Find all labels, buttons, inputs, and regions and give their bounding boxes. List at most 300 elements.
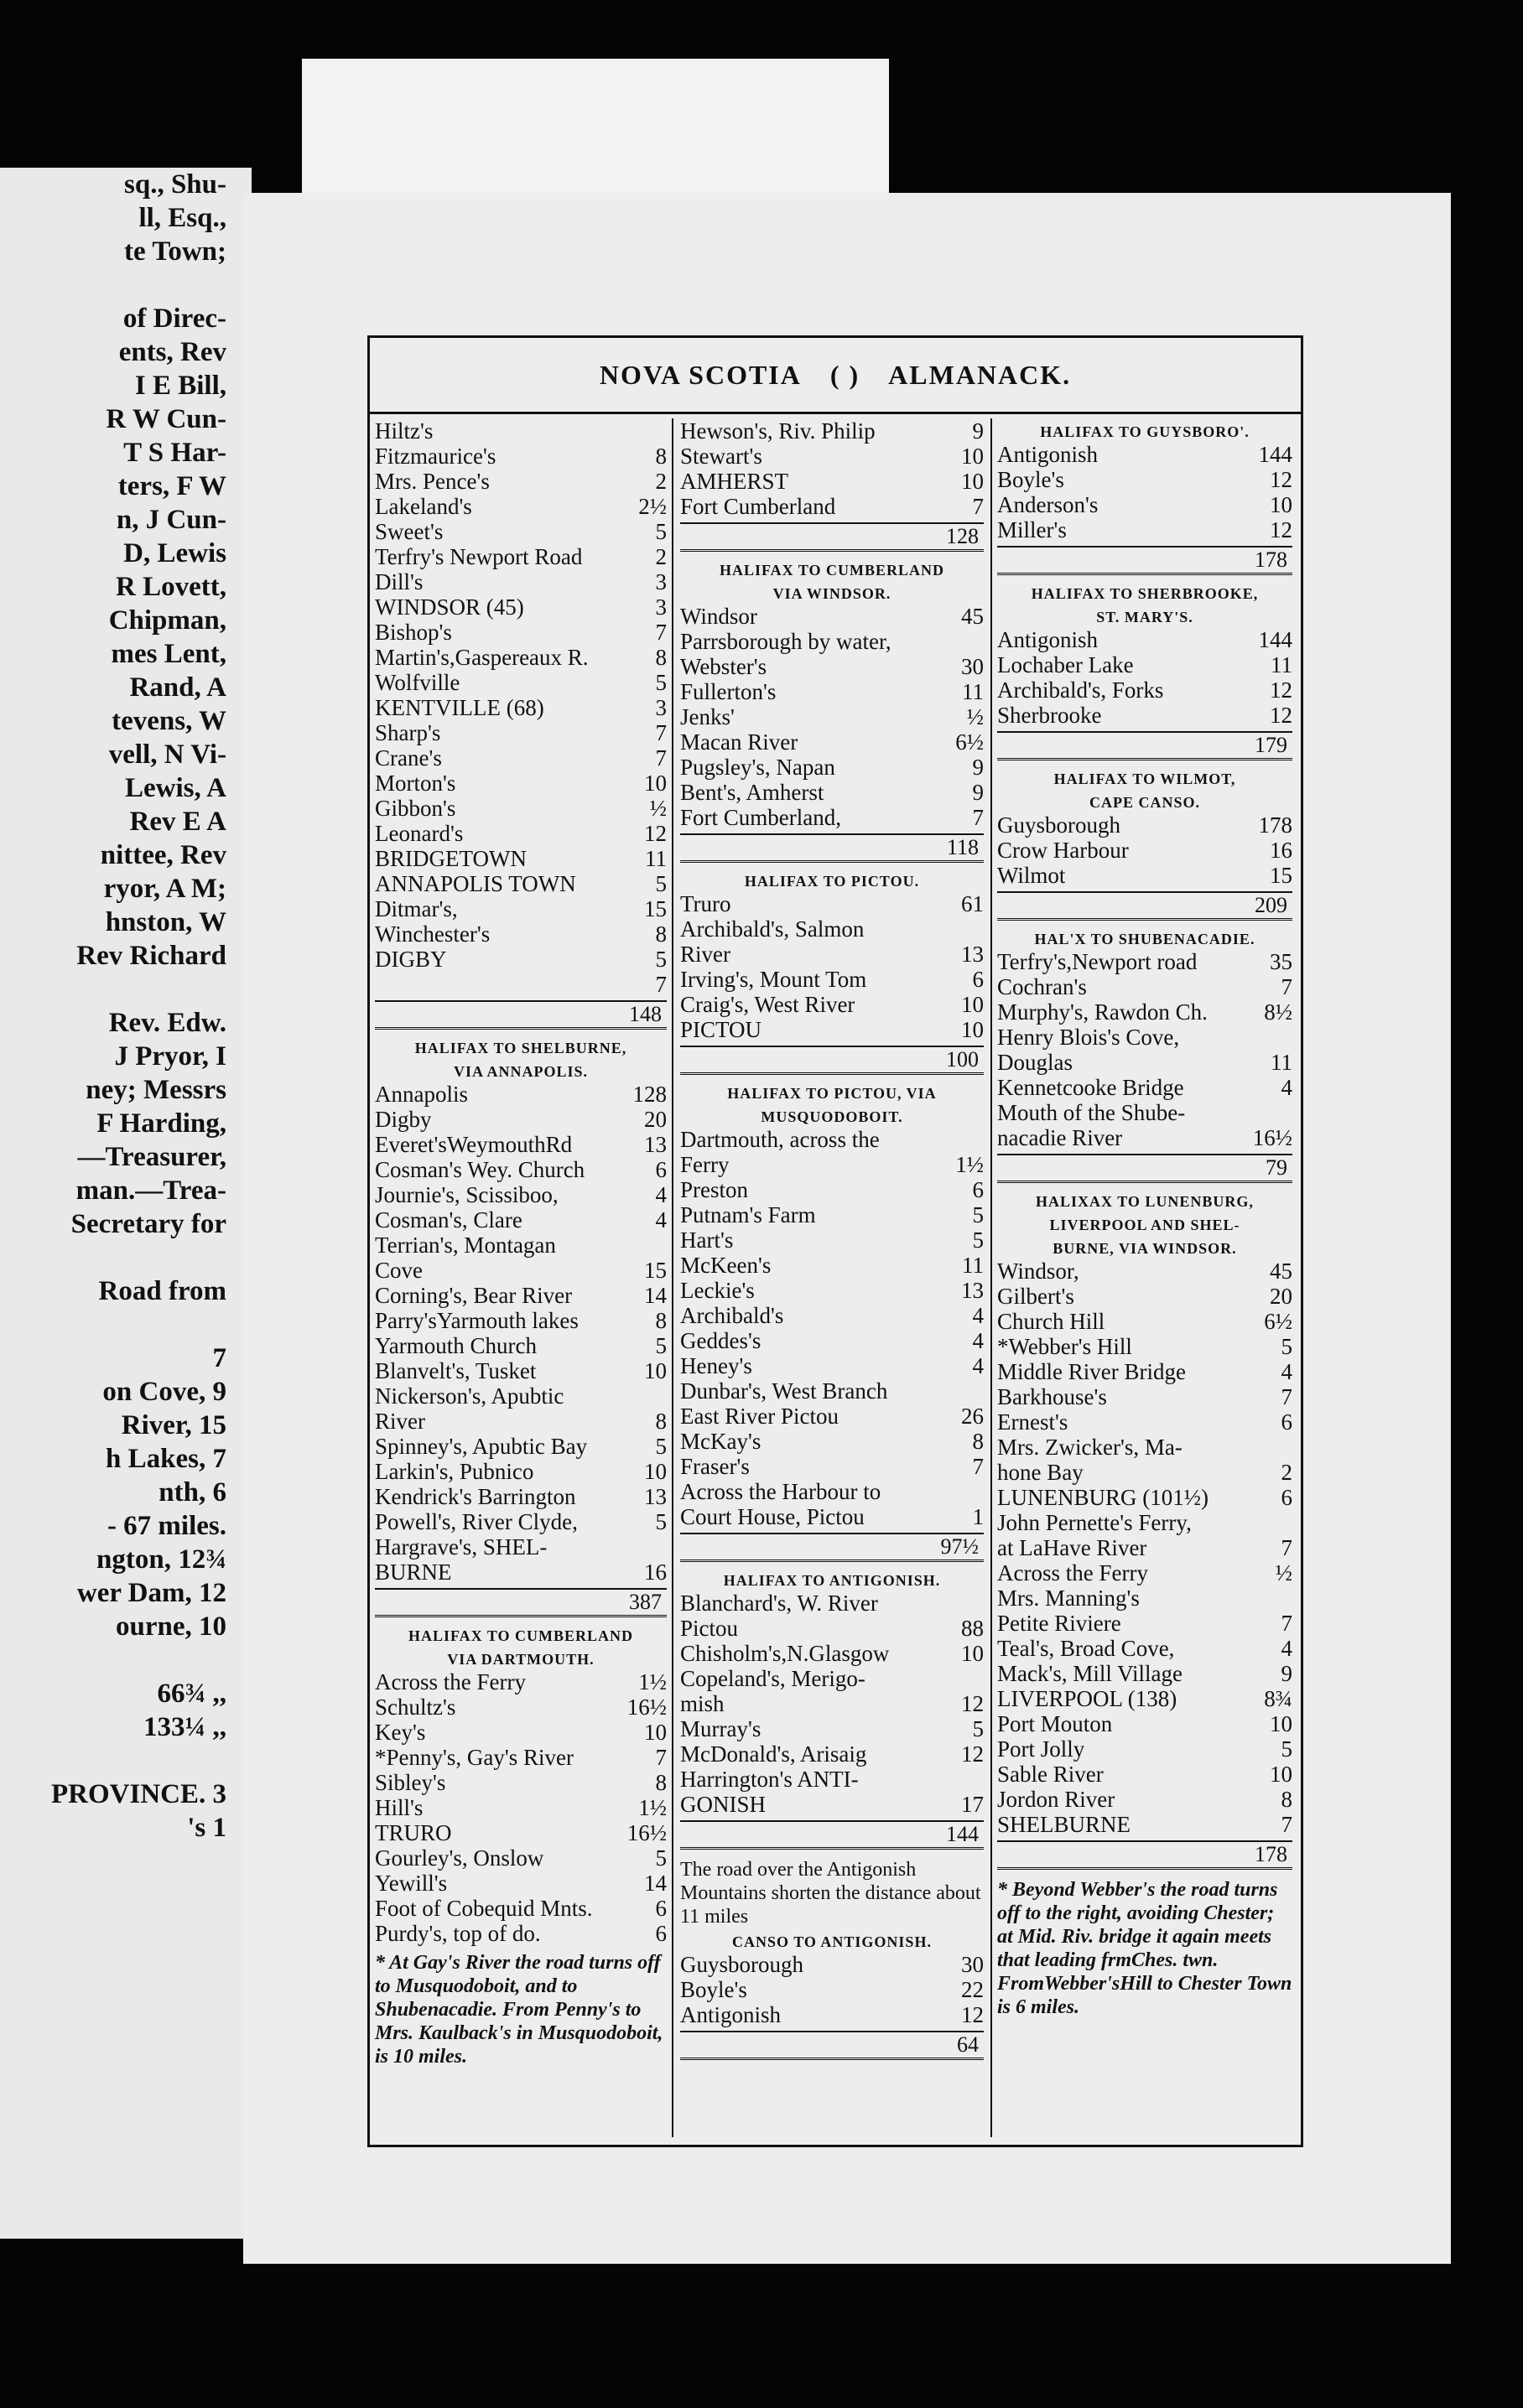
route-row: [997, 1460, 1292, 1485]
place-name: Stewart's: [680, 444, 762, 469]
route-heading: HALIFAX TO CUMBERLAND: [719, 562, 945, 579]
place-name: Guysborough: [680, 1952, 803, 1977]
distance: 12: [644, 821, 667, 846]
route-total: 97½: [680, 1533, 984, 1562]
route-row: [375, 1409, 667, 1434]
distance: 10: [961, 1017, 984, 1042]
column-1: [375, 418, 667, 2068]
place-name: Geddes's: [680, 1328, 762, 1353]
place-name: Ernest's: [997, 1409, 1068, 1435]
route-row: [375, 1795, 667, 1820]
place-name: River: [375, 1409, 425, 1434]
place-name: Journie's, Scissiboo,: [375, 1182, 559, 1207]
left-page-line: [0, 1643, 226, 1677]
route-row: [680, 916, 984, 942]
place-name: Windsor: [680, 604, 757, 629]
route-row: [680, 704, 984, 729]
place-name: Court House, Pictou: [680, 1504, 865, 1529]
place-name: Sherbrooke: [997, 703, 1102, 728]
distance: 12: [1270, 467, 1292, 492]
place-name: Martin's,Gaspereaux R.: [375, 645, 589, 670]
distance: 11: [1271, 652, 1292, 677]
left-page-line: ourne, 10: [116, 1611, 226, 1642]
place-name: Antigonish: [680, 2002, 782, 2027]
place-name: John Pernette's Ferry,: [997, 1510, 1192, 1535]
route-row: [375, 1509, 667, 1534]
route-row: [375, 1258, 667, 1283]
route-row: [375, 1182, 667, 1207]
route-row: [680, 1952, 984, 1977]
distance: 6: [655, 1921, 667, 1946]
route-row: [997, 1686, 1292, 1711]
place-name: Sable River: [997, 1762, 1104, 1787]
left-page-line: PROVINCE. 3: [50, 1779, 226, 1809]
route-row: [375, 418, 667, 444]
route-row: [375, 1132, 667, 1157]
distance: ½: [1275, 1560, 1292, 1585]
route-row: [375, 594, 667, 620]
left-page-line: 66¾ ,,: [157, 1679, 226, 1709]
place-name: Sweet's: [375, 519, 444, 544]
distance: [633, 1233, 667, 1258]
almanac-page: [243, 193, 1451, 2264]
place-name: Blanchard's, W. River: [680, 1591, 878, 1616]
route-row: [680, 1017, 984, 1042]
place-name: Barkhouse's: [997, 1384, 1107, 1409]
route-row: [680, 1378, 984, 1404]
place-name: Hart's: [680, 1227, 734, 1253]
place-name: KENTVILLE (68): [375, 695, 544, 720]
place-name: Antigonish: [997, 627, 1099, 652]
route-total: 178: [997, 546, 1292, 575]
route-row: [997, 838, 1292, 863]
route-total: 144: [680, 1820, 984, 1850]
route-heading: HALIFAX TO GUYSBORO'.: [1040, 423, 1250, 440]
route-note: The road over the Antigonish Mountains shorten the distance about 11 miles: [680, 1859, 981, 1928]
header-paren: ( ): [829, 360, 860, 390]
route-row: [375, 1896, 667, 1921]
route-row: [375, 846, 667, 871]
route-row: [997, 1485, 1292, 1510]
route-heading: HALIFAX TO SHELBURNE,: [414, 1040, 627, 1056]
distance: 4: [1281, 1075, 1292, 1100]
distance: [950, 1127, 984, 1152]
distance: 6½: [1264, 1309, 1292, 1334]
distance: 3: [655, 569, 667, 594]
route-row: [680, 1792, 984, 1817]
left-page-line: man.—Trea-: [75, 1175, 226, 1206]
left-page-line: n, J Cun-: [116, 505, 226, 535]
distance: 3: [655, 594, 667, 620]
distance: [1259, 1585, 1292, 1611]
distance: 178: [1258, 812, 1292, 838]
place-name: Fort Cumberland,: [680, 805, 841, 830]
distance: 12: [1270, 703, 1292, 728]
route-row: [375, 469, 667, 494]
route-heading: HALIFAX TO ANTIGONISH.: [723, 1572, 941, 1589]
distance: 5: [655, 519, 667, 544]
route-row: [680, 1616, 984, 1641]
route-row: [997, 652, 1292, 677]
place-name: Hewson's, Riv. Philip: [680, 418, 876, 444]
distance: 4: [655, 1182, 667, 1207]
route-row: [997, 1025, 1292, 1050]
place-name: WINDSOR (45): [375, 594, 524, 620]
route-total: 148: [375, 1000, 667, 1030]
distance: 11: [645, 846, 667, 871]
place-name: Nickerson's, Apubtic: [375, 1383, 564, 1409]
route-row: [997, 1560, 1292, 1585]
route-row: [997, 1711, 1292, 1736]
route-heading: ST. MARY'S.: [1096, 609, 1193, 625]
header-left: NOVA SCOTIA: [599, 360, 802, 390]
route-row: [680, 1429, 984, 1454]
route-row: [997, 1535, 1292, 1560]
route-row: [375, 670, 667, 695]
distance: 4: [1281, 1636, 1292, 1661]
distance: [950, 1767, 984, 1792]
distance: 6½: [955, 729, 984, 755]
route-heading: HALIFAX TO WILMOT,: [1053, 771, 1236, 787]
distance: 14: [644, 1283, 667, 1308]
route-row: [680, 1152, 984, 1177]
distance: 10: [644, 1720, 667, 1745]
left-page-line: Secretary for: [70, 1209, 226, 1239]
place-name: Gibbon's: [375, 796, 456, 821]
place-name: Miller's: [997, 517, 1067, 542]
distance: 12: [961, 1691, 984, 1716]
route-row: [680, 604, 984, 629]
place-name: Foot of Cobequid Mnts.: [375, 1896, 593, 1921]
route-row: [997, 1585, 1292, 1611]
route-row: [997, 1100, 1292, 1125]
place-name: Port Jolly: [997, 1736, 1085, 1762]
left-page-line: 133¼ ,,: [143, 1712, 226, 1742]
distance: 7: [655, 620, 667, 645]
distance: [950, 1479, 984, 1504]
place-name: East River Pictou: [680, 1404, 839, 1429]
left-page-line: J Pryor, I: [114, 1041, 226, 1072]
place-name: Hill's: [375, 1795, 424, 1820]
place-name: SHELBURNE: [997, 1812, 1131, 1837]
route-heading: HALIFAX TO PICTOU, VIA: [727, 1085, 937, 1102]
distance: 14: [644, 1871, 667, 1896]
place-name: Sibley's: [375, 1770, 446, 1795]
place-name: *Webber's Hill: [997, 1334, 1132, 1359]
left-page-line: of Direc-: [122, 304, 226, 334]
left-page-line: [0, 268, 226, 302]
distance: 13: [644, 1484, 667, 1509]
distance: 10: [644, 771, 667, 796]
route-note: * Beyond Webber's the road turns off to the right, avoiding Chester; at Mid. Riv. bridge it again meets that leading frmChes. twn. FromWebber'sHill to Chester Town is 6 miles.: [997, 1879, 1292, 2018]
route-row: [680, 494, 984, 519]
route-row: [997, 1050, 1292, 1075]
distance: 2½: [638, 494, 667, 519]
place-name: Port Mouton: [997, 1711, 1113, 1736]
place-name: Leonard's: [375, 821, 464, 846]
place-name: nacadie River: [997, 1125, 1123, 1150]
distance: 1: [972, 1504, 984, 1529]
distance: 6: [1281, 1409, 1292, 1435]
distance: 13: [961, 1278, 984, 1303]
route-row: [997, 703, 1292, 728]
distance: 6: [1281, 1485, 1292, 1510]
route-row: [375, 720, 667, 745]
distance: 1½: [638, 1669, 667, 1694]
route-row: [680, 1404, 984, 1429]
distance: 17: [961, 1792, 984, 1817]
route-row: [375, 1383, 667, 1409]
distance: 3: [655, 695, 667, 720]
route-heading: VIA ANNAPOLIS.: [453, 1063, 589, 1080]
distance: [950, 1591, 984, 1616]
place-name: LIVERPOOL (138): [997, 1686, 1177, 1711]
route-heading: HALIFAX TO CUMBERLAND: [408, 1627, 634, 1644]
place-name: Douglas: [997, 1050, 1073, 1075]
route-row: [680, 1504, 984, 1529]
left-page-line: 7: [212, 1343, 226, 1373]
place-name: Petite Riviere: [997, 1611, 1121, 1636]
place-name: McKeen's: [680, 1253, 772, 1278]
place-name: Macan River: [680, 729, 798, 755]
distance: 4: [972, 1328, 984, 1353]
route-row: [375, 796, 667, 821]
route-row: [680, 629, 984, 654]
route-row: [997, 492, 1292, 517]
place-name: Copeland's, Merigo-: [680, 1666, 865, 1691]
place-name: Crane's: [375, 745, 442, 771]
distance: 9: [972, 755, 984, 780]
route-row: [680, 1716, 984, 1741]
place-name: Boyle's: [680, 1977, 747, 2002]
route-row: [375, 1459, 667, 1484]
distance: 5: [972, 1202, 984, 1227]
distance: 8: [655, 645, 667, 670]
route-row: [680, 2002, 984, 2027]
left-page-line: tevens, W: [112, 706, 226, 736]
route-row: [997, 1409, 1292, 1435]
route-row: [997, 517, 1292, 542]
left-page-line: ney; Messrs: [86, 1075, 226, 1105]
route-total: 179: [997, 731, 1292, 760]
route-row: [680, 1202, 984, 1227]
route-row: [680, 1977, 984, 2002]
place-name: Anderson's: [997, 492, 1099, 517]
route-row: [375, 921, 667, 947]
route-row: [997, 1258, 1292, 1284]
place-name: Across the Ferry: [997, 1560, 1148, 1585]
place-name: GONISH: [680, 1792, 767, 1817]
place-name: Mrs. Pence's: [375, 469, 490, 494]
place-name: Truro: [680, 891, 731, 916]
distance: [950, 1378, 984, 1404]
route-row: [997, 677, 1292, 703]
distance: 6: [972, 1177, 984, 1202]
route-row: [680, 942, 984, 967]
place-name: Lochaber Lake: [997, 652, 1134, 677]
header-right: ALMANACK.: [888, 360, 1072, 390]
route-row: [680, 891, 984, 916]
route-row: [375, 896, 667, 921]
place-name: Dill's: [375, 569, 424, 594]
place-name: Jenks': [680, 704, 735, 729]
place-name: Gourley's, Onslow: [375, 1845, 544, 1871]
route-row: [375, 519, 667, 544]
route-row: [375, 1669, 667, 1694]
route-row: [375, 1559, 667, 1585]
route-heading: HALIFAX TO SHERBROOKE,: [1031, 585, 1259, 602]
place-name: Spinney's, Apubtic Bay: [375, 1434, 588, 1459]
place-name: Dunbar's, West Branch: [680, 1378, 888, 1404]
route-note: * At Gay's River the road turns off to Musquodoboit, and to Shubenacadie. From Penny's to Mrs. Kaulback's in Musquodoboit, is 10 miles.: [375, 1952, 663, 2068]
place-name: Gilbert's: [997, 1284, 1074, 1309]
distance: 15: [644, 896, 667, 921]
place-name: Mouth of the Shube-: [997, 1100, 1186, 1125]
distance: 26: [961, 1404, 984, 1429]
route-total: 118: [680, 833, 984, 863]
place-name: Archibald's, Salmon: [680, 916, 865, 942]
route-row: [680, 1303, 984, 1328]
route-row: [997, 1787, 1292, 1812]
route-row: [375, 771, 667, 796]
place-name: Teal's, Broad Cove,: [997, 1636, 1175, 1661]
left-page-line: Rev E A: [129, 807, 226, 837]
route-row: [680, 1666, 984, 1691]
route-row: [997, 1435, 1292, 1460]
left-page-line: ters, F W: [117, 471, 226, 501]
route-row: [680, 992, 984, 1017]
route-row: [680, 755, 984, 780]
distance: 8: [655, 1308, 667, 1333]
route-row: [680, 1641, 984, 1666]
place-name: Digby: [375, 1107, 432, 1132]
route-row: [375, 1921, 667, 1946]
distance: [950, 629, 984, 654]
distance: 7: [655, 1745, 667, 1770]
place-name: Lakeland's: [375, 494, 472, 519]
route-row: [375, 1820, 667, 1845]
place-name: Murphy's, Rawdon Ch.: [997, 999, 1208, 1025]
distance: 4: [972, 1353, 984, 1378]
place-name: Mrs. Manning's: [997, 1585, 1140, 1611]
route-row: [375, 1720, 667, 1745]
place-name: McKay's: [680, 1429, 762, 1454]
distance: 8: [655, 921, 667, 947]
left-page-line: —Treasurer,: [77, 1142, 226, 1172]
place-name: TRURO: [375, 1820, 452, 1845]
route-total: 100: [680, 1046, 984, 1075]
route-heading: BURNE, VIA WINDSOR.: [1053, 1240, 1237, 1257]
route-row: [375, 1770, 667, 1795]
route-row: [997, 1636, 1292, 1661]
left-page-line: on Cove, 9: [102, 1377, 226, 1407]
route-row: [680, 1353, 984, 1378]
distance: 35: [1270, 949, 1292, 974]
route-row: [375, 1082, 667, 1107]
place-name: Chisholm's,N.Glasgow: [680, 1641, 890, 1666]
route-total: 178: [997, 1840, 1292, 1870]
left-page-line: 's 1: [187, 1813, 226, 1843]
route-row: [997, 1284, 1292, 1309]
left-page-line: Rev. Edw.: [108, 1008, 226, 1038]
distance: [950, 1666, 984, 1691]
distance: 8: [972, 1429, 984, 1454]
place-name: Key's: [375, 1720, 426, 1745]
distance: 12: [1270, 677, 1292, 703]
place-name: Windsor,: [997, 1258, 1079, 1284]
place-name: Heney's: [680, 1353, 752, 1378]
place-name: Morton's: [375, 771, 456, 796]
distance: 8: [1281, 1787, 1292, 1812]
left-page-line: T S Har-: [123, 438, 226, 468]
place-name: Larkin's, Pubnico: [375, 1459, 534, 1484]
place-name: Terfry's Newport Road: [375, 544, 583, 569]
distance: [1259, 1510, 1292, 1535]
route-row: [375, 1107, 667, 1132]
left-page-line: vell, N Vi-: [108, 740, 226, 770]
place-name: Fraser's: [680, 1454, 750, 1479]
distance: 5: [655, 947, 667, 972]
distance: 7: [1281, 1812, 1292, 1837]
distance: 7: [1281, 1611, 1292, 1636]
left-page-line: - 67 miles.: [107, 1511, 226, 1541]
route-heading: VIA DARTMOUTH.: [447, 1651, 595, 1668]
distance: 1½: [955, 1152, 984, 1177]
route-row: [680, 729, 984, 755]
left-page-line: River, 15: [121, 1410, 226, 1440]
place-name: hone Bay: [997, 1460, 1084, 1485]
place-name: Archibald's, Forks: [997, 677, 1164, 703]
route-row: [997, 1762, 1292, 1787]
distance: 10: [961, 992, 984, 1017]
left-page-line: Rev Richard: [76, 941, 226, 971]
route-row: [375, 1233, 667, 1258]
place-name: Wilmot: [997, 863, 1066, 888]
distance: 16½: [626, 1694, 667, 1720]
route-row: [680, 1177, 984, 1202]
route-row: [997, 1736, 1292, 1762]
place-name: Kennetcooke Bridge: [997, 1075, 1184, 1100]
left-page-line: ll, Esq.,: [138, 203, 226, 233]
distance: 5: [655, 1509, 667, 1534]
route-row: [680, 780, 984, 805]
place-name: Archibald's: [680, 1303, 784, 1328]
place-name: BURNE: [375, 1559, 452, 1585]
route-row: [997, 949, 1292, 974]
distance: 11: [962, 1253, 984, 1278]
distance: 5: [655, 1845, 667, 1871]
place-name: Terrian's, Montagan: [375, 1233, 556, 1258]
distance: 9: [1281, 1661, 1292, 1686]
distance: 8: [655, 444, 667, 469]
column-3: [997, 418, 1292, 2019]
place-name: *Penny's, Gay's River: [375, 1745, 574, 1770]
route-row: [680, 1328, 984, 1353]
route-row: [997, 1309, 1292, 1334]
place-name: ANNAPOLIS TOWN: [375, 871, 576, 896]
place-name: Murray's: [680, 1716, 762, 1741]
distance: 2: [655, 469, 667, 494]
left-page-line: D, Lewis: [123, 538, 226, 568]
distance: ½: [966, 704, 984, 729]
route-row: [680, 1278, 984, 1303]
distance: 45: [961, 604, 984, 629]
route-heading: HALIFAX TO PICTOU.: [744, 873, 920, 890]
distance: 12: [961, 1741, 984, 1767]
distance: 8: [655, 1770, 667, 1795]
place-name: mish: [680, 1691, 725, 1716]
distance: [1259, 1025, 1292, 1050]
